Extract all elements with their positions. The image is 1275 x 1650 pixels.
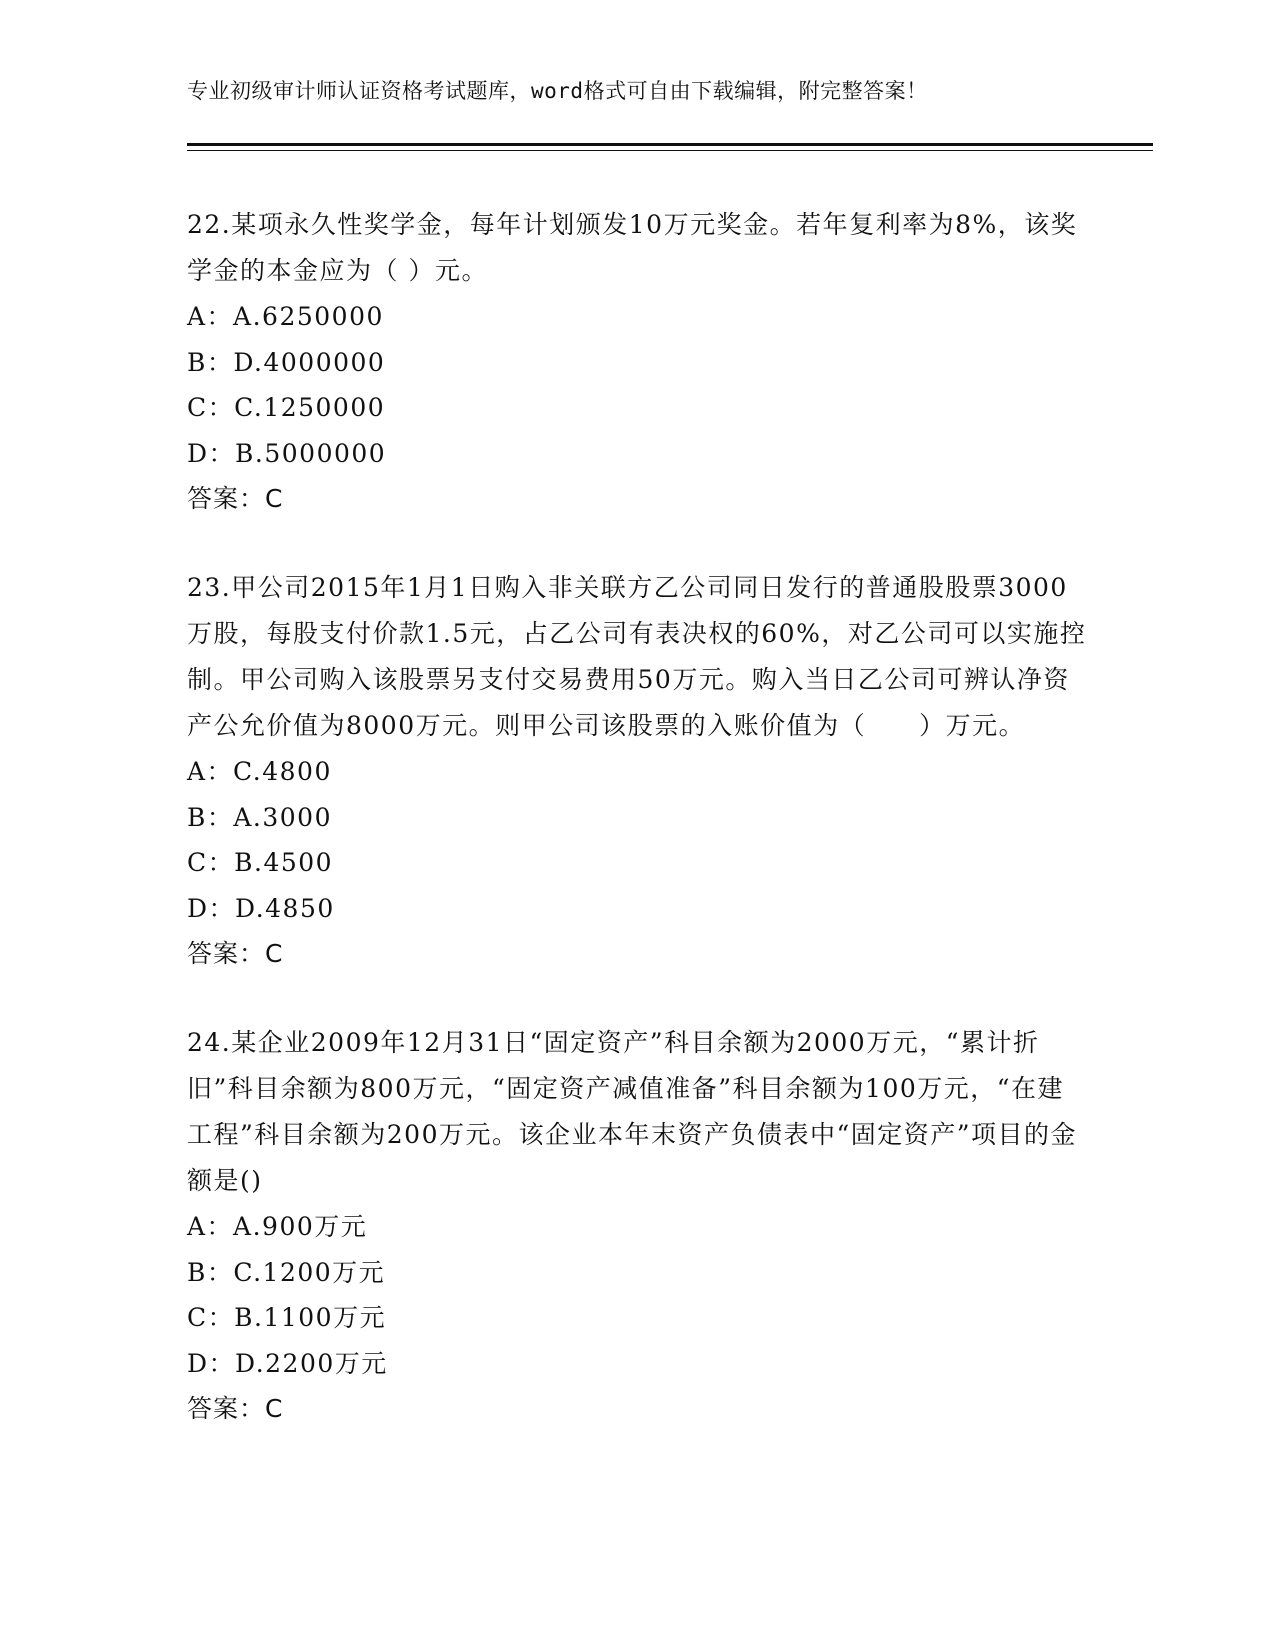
- question-24: [187, 1020, 1087, 1432]
- option-d: D：D.4850: [187, 893, 335, 923]
- header-rule-thick: [187, 143, 1153, 146]
- option-a: A：C.4800: [187, 757, 332, 786]
- option-c: C：B.1100万元: [187, 1303, 387, 1332]
- option-d: D：B.5000000: [187, 438, 387, 468]
- question-23: [187, 565, 1087, 977]
- answer: 答案：C: [187, 1394, 284, 1423]
- question-stem: 22.某项永久性奖学金，每年计划颁发10万元奖金。若年复利率为8%，该奖学金的本金应为（ ）元。: [187, 210, 1078, 285]
- question-list: [187, 202, 1087, 1475]
- option-c: C：B.4500: [187, 848, 334, 877]
- question-stem: 23.甲公司2015年1月1日购入非关联方乙公司同日发行的普通股股票3000万股，每股支付价款1.5元，占乙公司有表决权的60%，对乙公司可以实施控制。甲公司购入该股票另支付交易费用50万元。购入当日乙公司可辨认净资产公允价值为8000万元。则甲公司该股票的入账价值为（ ）万元。: [187, 573, 1087, 740]
- question-stem: 24.某企业2009年12月31日“固定资产”科目余额为2000万元，“累计折旧”科目余额为800万元，“固定资产减值准备”科目余额为100万元，“在建工程”科目余额为200万元。该企业本年末资产负债表中“固定资产”项目的金额是(): [187, 1028, 1078, 1195]
- option-c: C：C.1250000: [187, 393, 386, 422]
- answer: 答案：C: [187, 939, 284, 968]
- option-b: B：C.1200万元: [187, 1257, 386, 1287]
- option-a: A：A.6250000: [187, 302, 384, 331]
- header-rule-thin: [187, 150, 1153, 151]
- option-b: B：D.4000000: [187, 347, 386, 377]
- question-22: [187, 202, 1087, 522]
- option-b: B：A.3000: [187, 802, 332, 832]
- answer: 答案：C: [187, 484, 284, 513]
- document-header: 专业初级审计师认证资格考试题库，word格式可自由下载编辑，附完整答案！: [187, 79, 928, 103]
- option-d: D：D.2200万元: [187, 1348, 388, 1378]
- option-a: A：A.900万元: [187, 1212, 368, 1241]
